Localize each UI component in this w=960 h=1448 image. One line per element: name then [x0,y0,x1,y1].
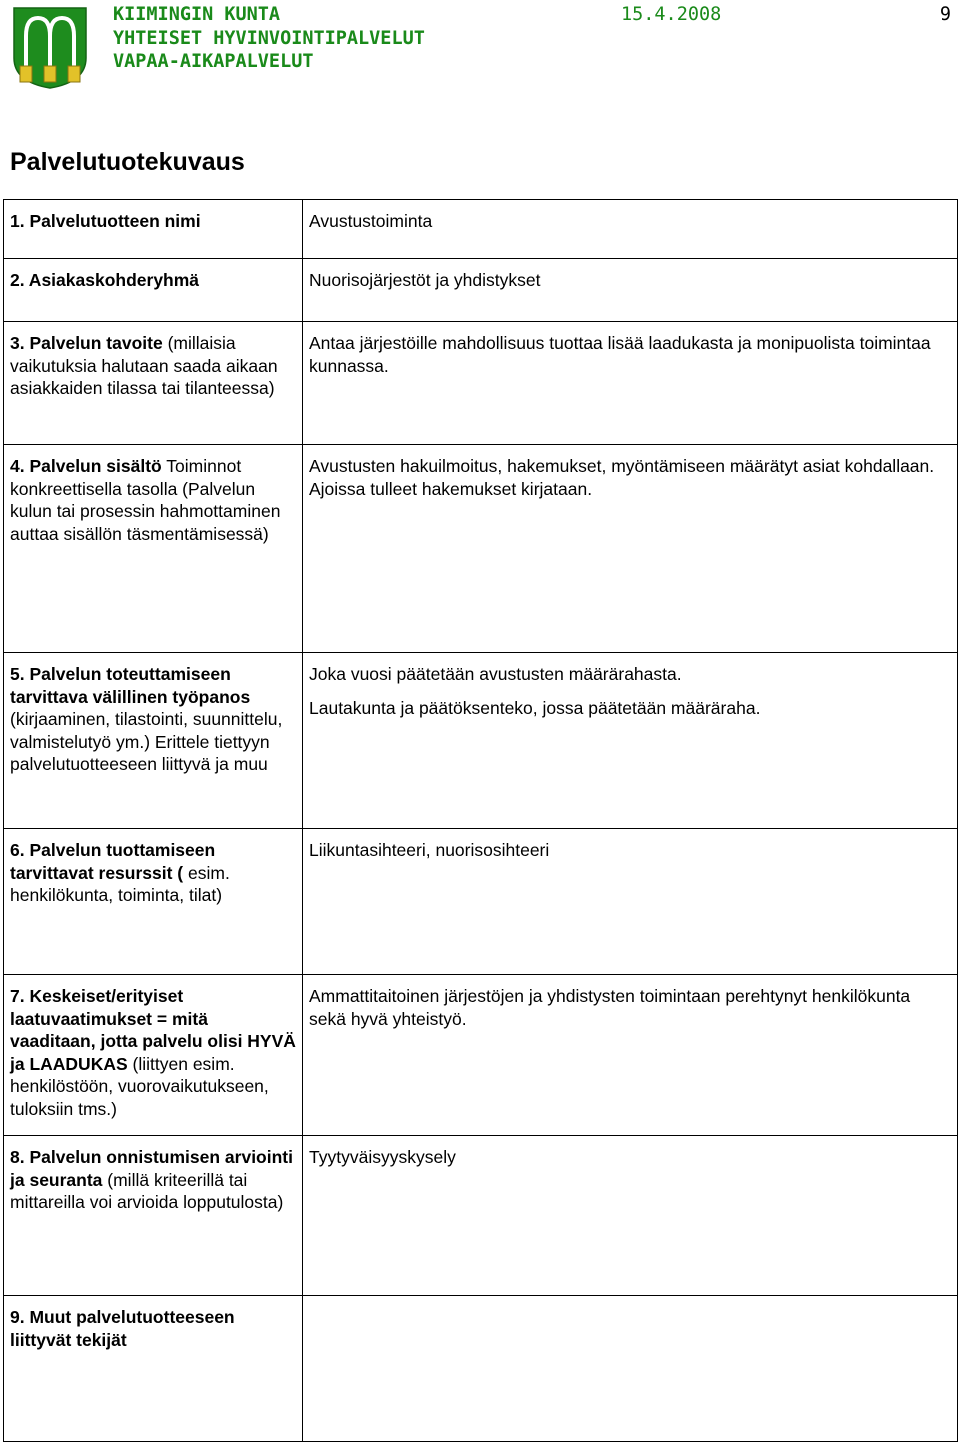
field-label [4,975,303,1136]
field-label [4,1136,303,1296]
header-date: 15.4.2008 [621,4,722,25]
field-label-description: (millaisia vaikutuksia halutaan saada aikaan asiakkaiden tilassa tai tilanteessa) [10,333,278,398]
service-description-table [3,199,958,1442]
table-row [4,829,958,975]
field-label-description: esim. henkilökunta, toiminta, tilat) [10,862,230,905]
field-value [303,1136,958,1296]
header-unit: VAPAA-AIKAPALVELUT [113,51,314,72]
field-label-description: (liittyen esim. henkilöstöön, vuorovaikutukseen, tuloksiin tms.) [10,1053,269,1119]
field-label [4,653,303,829]
field-value-text: Avustusten hakuilmoitus, hakemukset, myöntämiseen määrätyt asiat kohdallaan. Ajoissa tulleet hakemukset kirjataan. [309,456,935,499]
field-label-heading: 9. Muut palvelutuotteeseen liittyvät tekijät [10,1307,235,1350]
field-value-text: Nuorisojärjestöt ja yhdistykset [309,270,541,290]
header-department: YHTEISET HYVINVOINTIPALVELUT [113,27,425,49]
field-label-heading: 5. Palvelun toteuttamiseen tarvittava välillinen työpanos [10,664,251,707]
field-label [4,445,303,653]
field-value [303,445,958,653]
table-row [4,259,958,322]
field-label-heading: 2. Asiakaskohderyhmä [10,270,200,290]
field-label [4,322,303,445]
table-row [4,200,958,259]
field-value [303,322,958,445]
field-label [4,200,303,259]
field-value [303,653,958,829]
field-label-heading: 7. Keskeiset/erityiset laatuvaatimukset = mitä vaaditaan, jotta palvelu olisi HYVÄ ja LAADUKAS [10,986,296,1074]
field-value [303,200,958,259]
field-label-heading: 4. Palvelun sisältö [10,456,162,476]
field-value [303,829,958,975]
field-label-description: (millä kriteerillä tai mittareilla voi arvioida lopputulosta) [10,1169,284,1212]
field-value [303,1296,958,1442]
municipal-coat-of-arms-logo [12,6,88,90]
field-label-description: (kirjaaminen, tilastointi, suunnittelu, valmistelutyö ym.) Erittele tiettyyn palvelutuotteeseen liittyvä ja muu [10,709,283,774]
field-label-description: Toiminnot konkreettisella tasolla (Palvelun kulun tai prosessin hahmottaminen auttaa sisällön täsmentämisessä) [10,456,281,544]
field-label-heading: 6. Palvelun tuottamiseen tarvittavat resurssit ( [10,840,216,883]
table-row [4,975,958,1136]
field-value-text: Ammattitaitoinen järjestöjen ja yhdistysten toimintaan perehtynyt henkilökunta sekä hyvä yhteistyö. [309,986,911,1029]
table-row [4,1136,958,1296]
field-label-heading: 8. Palvelun onnistumisen arviointi ja seuranta [10,1147,293,1190]
field-label-heading: 1. Palvelutuotteen nimi [10,211,201,231]
field-value-text: Joka vuosi päätetään avustusten määrärahasta. [309,664,682,684]
table-row [4,445,958,653]
field-value-text: Tyytyväisyyskysely [309,1147,456,1167]
field-label [4,1296,303,1442]
page-number: 9 [939,4,951,25]
table-row [4,1296,958,1442]
field-label [4,259,303,322]
field-label-heading: 3. Palvelun tavoite [10,333,163,353]
document-header [113,3,953,74]
field-value-text: Lautakunta ja päätöksenteko, jossa päätetään määräraha. [309,697,761,718]
field-label [4,829,303,975]
table-row [4,322,958,445]
header-org-name: KIIMINGIN KUNTA [113,4,281,25]
document-title: Palvelutuotekuvaus [10,148,245,176]
field-value-text: Avustustoiminta [309,211,433,231]
field-value-text: Liikuntasihteeri, nuorisosihteeri [309,840,550,860]
table-row [4,653,958,829]
field-value-text: Antaa järjestöille mahdollisuus tuottaa lisää laadukasta ja monipuolista toimintaa kunnassa. [309,333,931,376]
field-value [303,259,958,322]
field-value [303,975,958,1136]
